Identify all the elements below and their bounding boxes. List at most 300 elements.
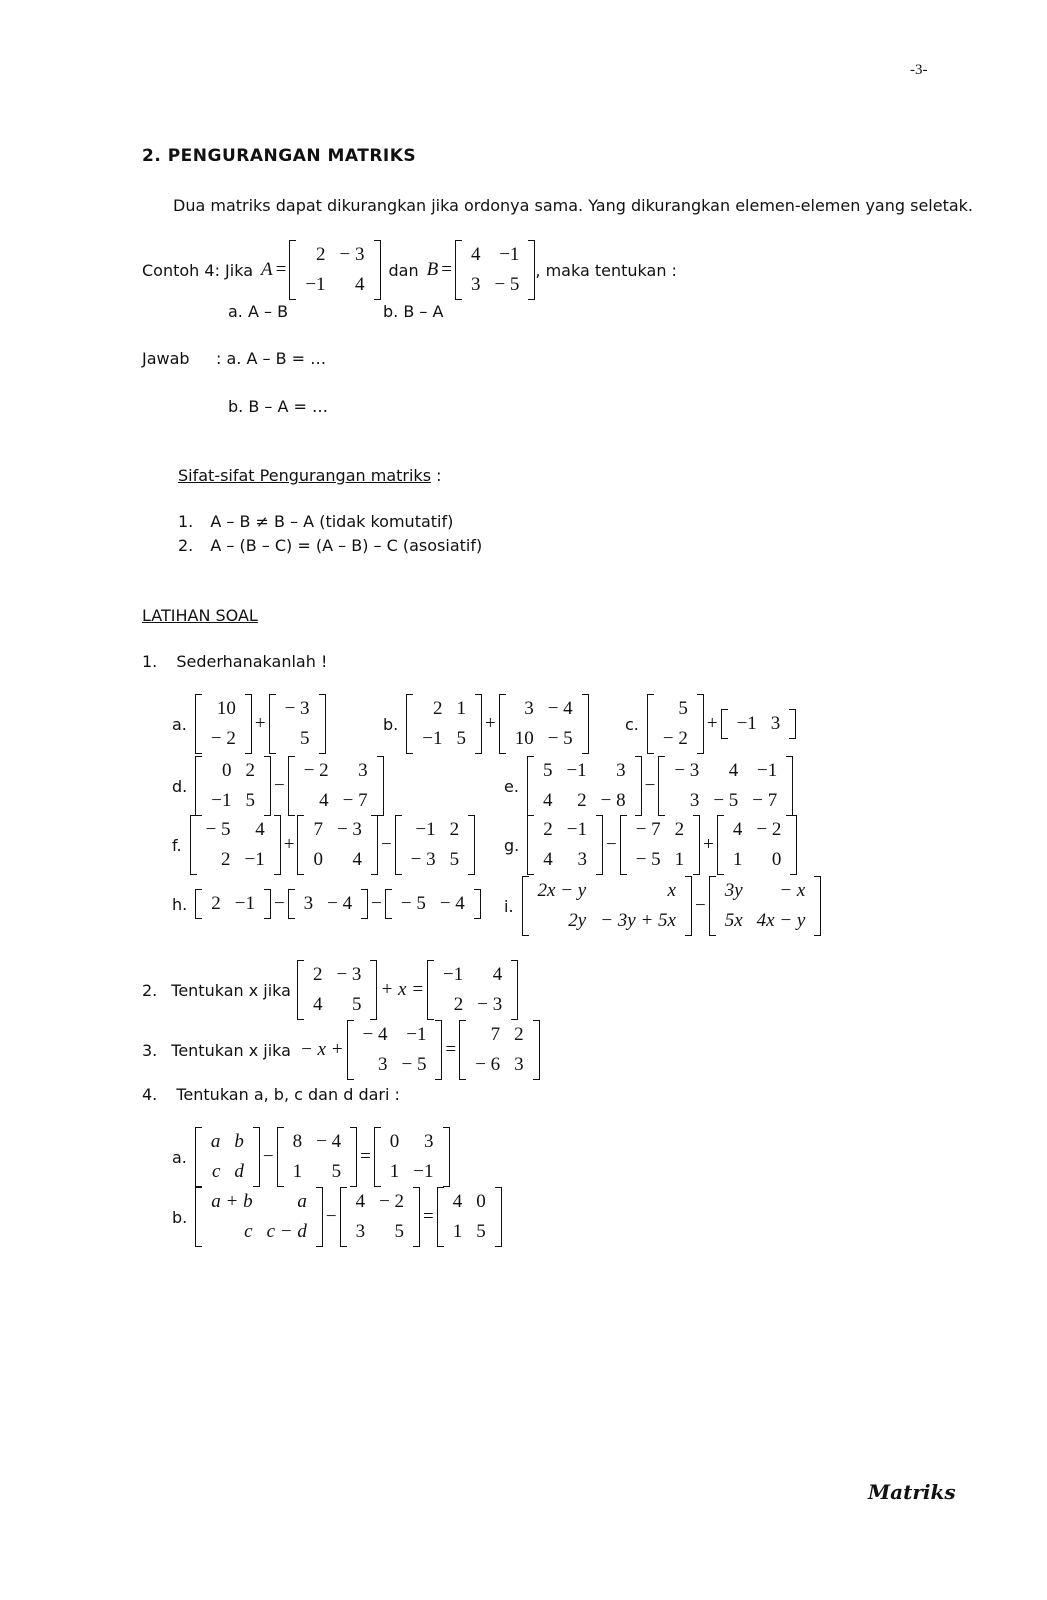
matrix-grid [436,960,509,1020]
question-b: b. B – A [383,302,444,321]
matrix-row [286,1127,348,1157]
operator: − [371,893,382,914]
exercise-3 [142,1020,540,1080]
exercise-title: LATIHAN SOAL [142,606,258,625]
matrix-entry: a [210,1131,221,1152]
matrix [620,815,700,875]
matrix-entry: a + b [211,1191,253,1212]
matrix-entry: −1 [244,849,265,870]
matrix-entry: − 5 [401,1054,427,1075]
matrix-entry: 4 [492,964,503,985]
operator: − [273,893,285,914]
item-label: b. [172,1207,188,1227]
matrix [395,815,475,875]
matrix-entry: 2x − y [537,880,587,901]
matrix-entry: 2 [514,1024,524,1045]
matrix [437,1187,502,1247]
matrix-grid [629,815,691,875]
operator: − [605,834,617,855]
matrix-grid [383,1127,441,1187]
matrix-entry: 4 [543,849,553,870]
exercise-1 [142,652,327,671]
matrix-entry: 5 [300,728,310,749]
exercise-2 [142,960,518,1020]
matrix-entry: − 3 [410,849,436,870]
matrix-entry: 4 [470,244,481,265]
matrix-entry: 5 [456,728,466,749]
matrix-entry: 1 [674,849,685,870]
matrix [195,889,271,919]
matrix-grid [349,1187,411,1247]
matrix-row [356,1050,434,1080]
matrix-entry: 4 [255,819,265,840]
item-label: a. [172,1147,187,1167]
matrix-entry: − 3y + 5x [600,910,676,931]
matrix-grid [468,1020,530,1080]
matrix-entry: 2 [316,244,326,265]
matrix-row [730,709,788,739]
matrix-row [349,1217,411,1247]
item-label: b. [383,714,399,734]
matrix-entry: 5 [245,790,255,811]
exercise-1c [625,694,796,754]
answer-label: Jawab [142,349,190,368]
matrix-entry: − 8 [600,790,626,811]
matrix-grid [297,756,375,816]
matrix-entry: − 5 [205,819,231,840]
matrix-row [349,1187,411,1217]
matrix-entry: 8 [292,1131,303,1152]
matrix [499,694,589,754]
matrix-row [468,1020,530,1050]
matrix-entry: 4x − y [756,910,806,931]
item-label: f. [172,835,182,855]
matrix-entry: − 3 [477,994,503,1015]
example-statement [142,240,677,300]
matrix-entry: 3 [524,698,534,719]
matrix-row [404,815,466,845]
matrix [647,694,704,754]
matrix-entry: − 7 [635,819,661,840]
matrix-entry: 5x [724,910,743,931]
matrix [385,889,481,919]
matrix-entry: 5 [394,1221,405,1242]
exercise-1i [504,876,821,936]
matrix-entry: 5 [331,1161,342,1182]
matrix-entry: 0 [476,1191,486,1212]
matrix-entry: 5 [542,760,553,781]
property-text: A – B ≠ B – A (tidak komutatif) [210,512,454,531]
matrix-row [656,724,695,754]
matrix-row [667,756,784,786]
matrix-entry: 7 [313,819,323,840]
exercise-1a [172,694,326,754]
matrix-row [415,694,473,724]
matrix-entry: 2 [449,819,460,840]
matrix-entry: − 2 [662,728,688,749]
operator: − [380,834,392,855]
matrix-entry: − 7 [752,790,778,811]
matrix-row [536,845,594,875]
matrix-entry: − 4 [362,1024,388,1045]
property-text: A – (B – C) = (A – B) – C (asosiatif) [210,536,483,555]
matrix-entry: − 5 [713,790,739,811]
matrix [288,889,368,919]
matrix-row [536,815,594,845]
matrix [427,960,518,1020]
equals-sign: = [275,259,287,280]
matrix-grid [531,876,683,936]
matrix-entry: − 3 [336,964,362,985]
matrix-entry: −1 [422,728,443,749]
matrix-entry: 5 [449,849,460,870]
matrix-entry: 0 [313,849,323,870]
matrix-b [455,240,535,300]
matrix-entry: 4 [352,849,362,870]
matrix-grid [199,815,272,875]
matrix-entry: −1 [305,274,326,295]
exercise-1g [504,815,797,875]
operator: + [706,713,718,734]
matrix [340,1187,420,1247]
dan-text: dan [388,260,419,280]
property-number: 2. [178,536,194,555]
operator: + x = [380,979,425,1000]
example-tail: , maka tentukan : [535,260,677,280]
matrix-entry: 3 [303,893,314,914]
matrix-row [508,694,580,724]
matrix-entry: 0 [389,1131,400,1152]
intro-text: Dua matriks dapat dikurangkan jika ordonya sama. Yang dikurangkan elemen-elemen yang seletak. [173,196,974,215]
matrix-row [667,786,784,816]
exercise-4a [172,1127,450,1187]
operator: − [325,1206,337,1227]
matrix [721,709,797,739]
matrix-grid [204,1127,251,1187]
matrix-entry: 2 [577,790,587,811]
item-label: e. [504,776,519,796]
item-label: c. [625,714,639,734]
matrix-entry: − 5 [400,893,426,914]
matrix-row [204,1127,251,1157]
matrix-a [289,240,380,300]
exercise-4 [142,1085,400,1104]
matrix-grid [204,889,262,919]
matrix-row [204,786,262,816]
matrix-entry: 3 [577,849,587,870]
property-item [178,536,482,555]
matrix-grid [356,1020,434,1080]
matrix-grid [298,240,371,300]
matrix-row [718,876,813,906]
matrix-entry: 4 [542,790,553,811]
matrix-entry: −1 [211,790,232,811]
matrix-row [383,1127,441,1157]
matrix-entry: c [211,1161,221,1182]
matrix-grid [464,240,526,300]
matrix [297,815,377,875]
matrix [288,756,384,816]
matrix-entry: 1 [732,849,743,870]
exercise-4b [172,1187,502,1247]
matrix-row [306,845,368,875]
matrix-entry: − 3 [284,698,310,719]
matrix [459,1020,539,1080]
exercise-text: Tentukan x jika [171,1040,291,1060]
matrix-entry: −1 [406,1024,427,1045]
matrix-row [404,845,466,875]
page-number: -3- [910,62,928,78]
matrix-grid [656,694,695,754]
matrix-entry: − 3 [674,760,700,781]
operator: = [423,1206,434,1227]
matrix-grid [508,694,580,754]
matrix-entry: 4 [319,790,329,811]
matrix-entry: 2 [211,893,221,914]
matrix-entry: − 2 [756,819,782,840]
matrix-entry: 3 [358,760,368,781]
matrix-entry: −1 [415,819,436,840]
matrix-grid [667,756,784,816]
exercise-number: 2. [142,980,158,1000]
matrix-entry: −1 [757,760,778,781]
matrix-grid [204,756,262,816]
matrix-entry: 2 [543,819,553,840]
matrix-entry: − 3 [339,244,365,265]
matrix-grid [297,889,359,919]
matrix-row [531,906,683,936]
example-label: Contoh 4: Jika [142,260,253,280]
matrix-grid [286,1127,348,1187]
matrix [527,815,603,875]
answer-line-2: b. B – A = … [228,397,328,416]
matrix-entry: − 3 [336,819,362,840]
matrix-row [278,694,317,724]
matrix-grid [204,1187,314,1247]
question-a: a. A – B [228,302,289,321]
equals-sign: = [441,259,452,280]
matrix-grid [536,756,633,816]
matrix-grid [726,815,788,875]
matrix-entry: 4 [452,1191,463,1212]
matrix-row [199,845,272,875]
matrix [374,1127,450,1187]
matrix-grid [394,889,472,919]
matrix-entry: 3 [424,1131,434,1152]
matrix-row [436,990,509,1020]
matrix-row [436,960,509,990]
matrix-entry: − 2 [303,760,329,781]
matrix-row [394,889,472,919]
matrix-entry: − 6 [475,1054,501,1075]
operator: − [273,775,285,796]
matrix [717,815,797,875]
exercise-1h [172,889,481,919]
matrix-grid [730,709,788,739]
matrix-entry: 3 [770,713,781,734]
property-number: 1. [178,512,194,531]
matrix-row [199,815,272,845]
matrix-row [306,990,368,1020]
matrix-entry: 7 [490,1024,501,1045]
matrix-row [204,1157,251,1187]
matrix-entry: −1 [413,1161,434,1182]
exercise-1d [172,756,384,816]
matrix-grid [204,694,243,754]
matrix-grid [415,694,473,754]
matrix-entry: a [297,1191,307,1212]
matrix-entry: 3 [378,1054,388,1075]
exercise-number: 4. [142,1085,158,1104]
matrix-entry: 2 [312,964,323,985]
matrix [527,756,642,816]
item-label: i. [504,896,514,916]
matrix-row [726,845,788,875]
var-b: B [426,259,439,280]
matrix-row [306,815,368,845]
exercise-1b [383,694,589,754]
matrix-entry: d [234,1161,244,1182]
matrix-entry: 4 [355,1191,366,1212]
operator: + [484,713,496,734]
matrix-row [531,876,683,906]
exercise-text: Tentukan a, b, c dan d dari : [176,1085,400,1104]
matrix-row [446,1187,493,1217]
matrix-entry: 2 [674,819,685,840]
matrix-entry: − 2 [210,728,236,749]
answer-line-1: : a. A – B = … [216,349,327,368]
matrix-grid [278,694,317,754]
footer-title: Matriks [868,1480,956,1504]
matrix-entry: − 2 [379,1191,405,1212]
matrix [347,1020,443,1080]
matrix-row [718,906,813,936]
matrix [709,876,822,936]
matrix-entry: −1 [736,713,757,734]
matrix-row [204,889,262,919]
matrix-row [629,815,691,845]
section-title: 2. PENGURANGAN MATRIKS [142,146,417,166]
matrix-row [204,756,262,786]
matrix-row [464,240,526,270]
matrix-row [629,845,691,875]
properties-colon: : [436,466,442,485]
matrix-row [298,270,371,300]
matrix-entry: − 5 [635,849,661,870]
matrix-entry: 3 [689,790,700,811]
operator: = [360,1146,371,1167]
matrix-entry: 5 [476,1221,486,1242]
property-item [178,512,453,531]
item-label: a. [172,714,187,734]
matrix-entry: b [234,1131,244,1152]
operator: + [703,834,714,855]
matrix-entry: 2 [453,994,464,1015]
matrix-entry: 2y [568,910,587,931]
matrix-row [726,815,788,845]
matrix-entry: −1 [443,964,464,985]
matrix-entry: −1 [499,244,520,265]
matrix-grid [718,876,813,936]
var-a: A [261,259,273,280]
matrix-entry: −1 [234,893,255,914]
matrix-row [656,694,695,724]
matrix-grid [306,960,368,1020]
item-label: h. [172,894,188,914]
matrix-row [204,1217,314,1247]
exercise-text: Tentukan x jika [171,980,291,1000]
matrix-entry: 5 [351,994,362,1015]
matrix [522,876,692,936]
matrix-row [204,1187,314,1217]
matrix-grid [446,1187,493,1247]
matrix-entry: 4 [312,994,323,1015]
matrix-row [468,1050,530,1080]
matrix-entry: − 4 [439,893,465,914]
matrix-entry: 4 [728,760,739,781]
matrix-entry: 1 [456,698,466,719]
matrix-entry: − 5 [494,274,520,295]
item-label: g. [504,835,520,855]
matrix-entry: − 7 [342,790,368,811]
exercise-1f [172,815,475,875]
matrix-row [297,786,375,816]
operator: + [254,713,266,734]
matrix-entry: x [667,880,676,901]
matrix-entry: 0 [771,849,782,870]
matrix [190,815,281,875]
operator: + [283,834,295,855]
matrix-entry: 5 [678,698,688,719]
matrix-entry: 3 [355,1221,366,1242]
matrix [195,694,252,754]
matrix-row [508,724,580,754]
matrix-row [415,724,473,754]
matrix-entry: 3 [470,274,481,295]
properties-heading [178,466,442,485]
matrix-entry: 1 [389,1161,400,1182]
operator: = [445,1039,457,1060]
matrix [269,694,326,754]
operator: − [644,775,656,796]
matrix [406,694,482,754]
matrix-entry: −1 [566,760,587,781]
matrix-row [383,1157,441,1187]
matrix-entry: 2 [432,698,443,719]
matrix-entry: 2 [245,760,255,781]
matrix-entry: 0 [221,760,232,781]
exercise-number: 3. [142,1040,158,1060]
matrix-entry: − 4 [316,1131,342,1152]
operator: − [694,895,706,916]
matrix-entry: 1 [452,1221,463,1242]
operator: − x + [299,1039,344,1060]
matrix-entry: − 4 [547,698,573,719]
properties-title: Sifat-sifat Pengurangan matriks [178,466,432,485]
matrix [195,1187,323,1247]
matrix-entry: 10 [514,728,534,749]
matrix-entry: 3y [724,880,743,901]
matrix [277,1127,357,1187]
item-label: d. [172,776,188,796]
matrix-row [297,889,359,919]
matrix-row [536,786,633,816]
operator: − [262,1146,274,1167]
matrix [195,1127,260,1187]
matrix-entry: 2 [221,849,231,870]
matrix-entry: c − d [266,1221,307,1242]
matrix-entry: 4 [355,274,365,295]
